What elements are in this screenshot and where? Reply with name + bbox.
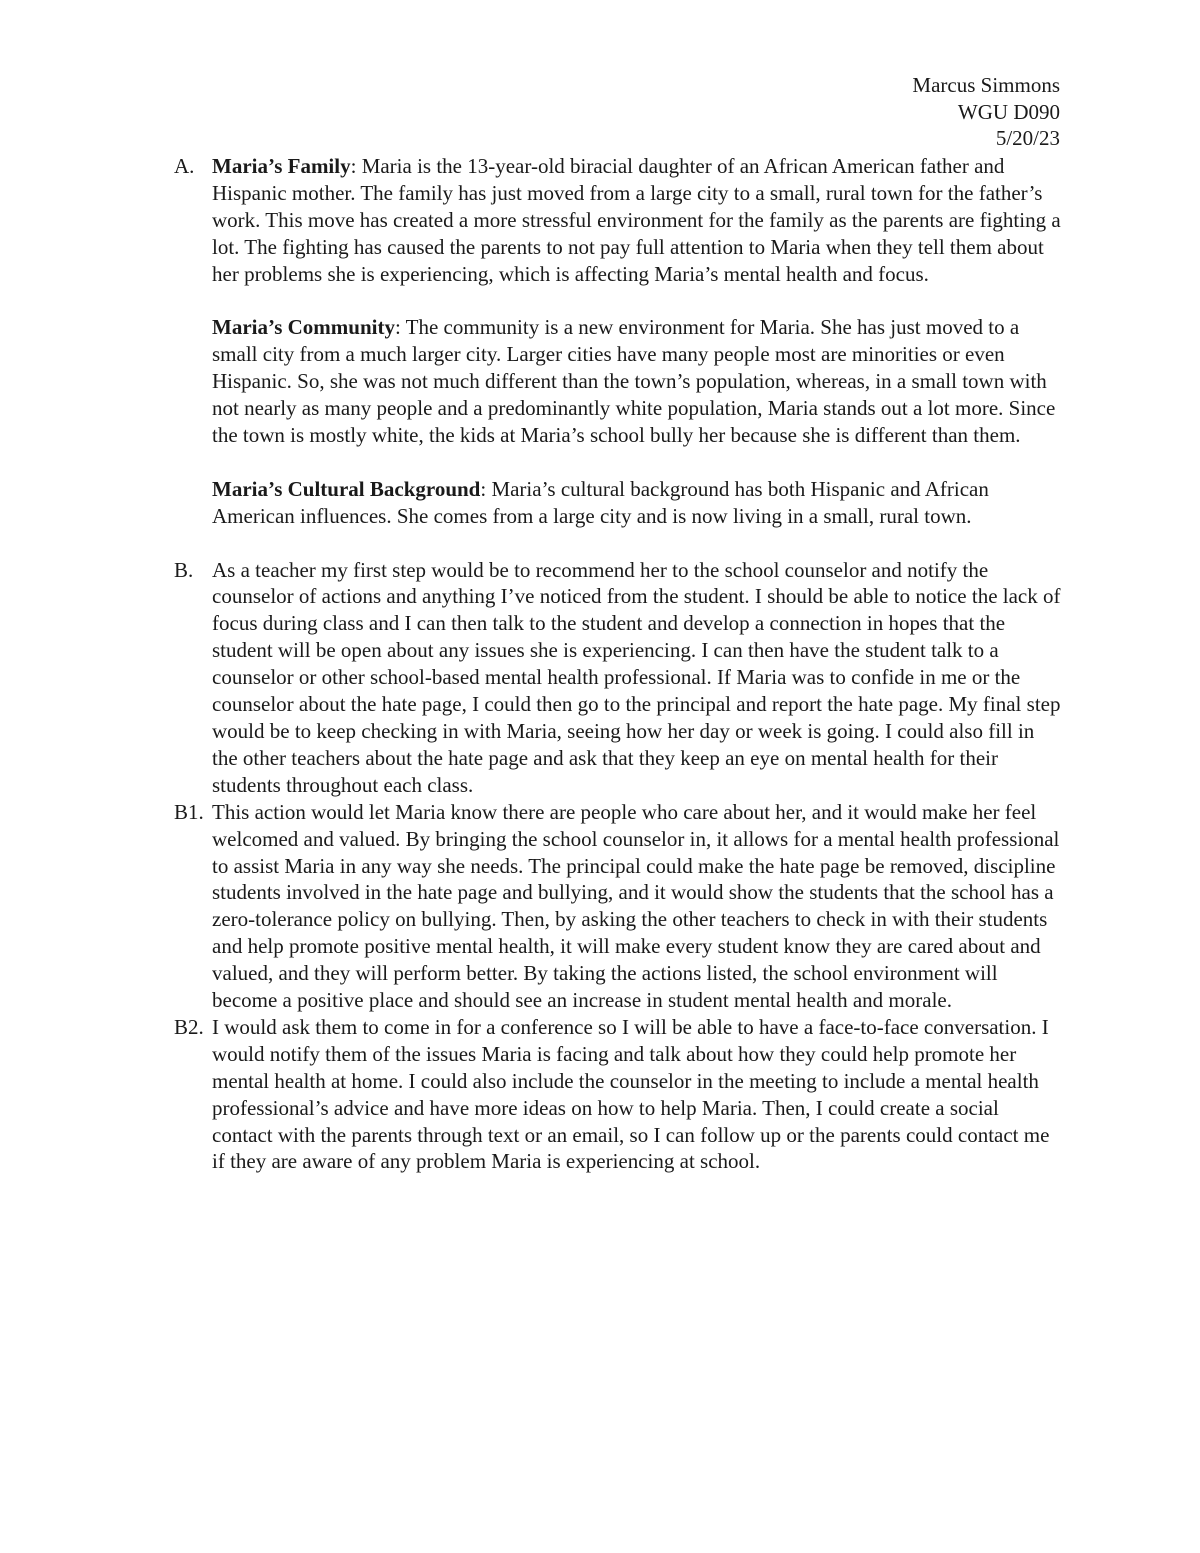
section-a-marker: A. <box>174 154 195 178</box>
section-b2-marker: B2. <box>174 1014 204 1039</box>
section-b2-text: I would ask them to come in for a conference so I will be able to have a face-to-face conversation. I would notify them of the issues Maria is facing and talk about how they could help promote her mental health at home. I could also include the counselor in the meeting to include a mental health professional’s advice and have more ideas on how to help Maria. Then, I could create a social contact with the parents through text or an email, so I can follow up or the parents could contact me if they are aware of any problem Maria is experiencing at school. <box>212 1014 1050 1174</box>
community-paragraph <box>212 314 1064 449</box>
document-header <box>912 72 1060 152</box>
author-name: Marcus Simmons <box>912 73 1060 97</box>
family-text: : Maria is the 13-year-old biracial daughter of an African American father and Hispanic mother. The family has just moved from a large city to a small, rural town for the father’s work. This move has created a more stressful environment for the family as the parents are fighting a lot. The fighting has caused the parents to not pay full attention to Maria when they tell them about her problems she is experiencing, which is affecting Maria’s mental health and focus. <box>212 154 1061 286</box>
cultural-text: : Maria’s cultural background has both Hispanic and African American influences. She comes from a large city and is now living in a small, rural town. <box>212 476 989 528</box>
community-heading: Maria’s Community <box>212 315 395 340</box>
cultural-paragraph <box>212 476 1064 530</box>
family-paragraph <box>212 153 1064 288</box>
section-b2 <box>174 1014 1064 1175</box>
document-date: 5/20/23 <box>995 126 1060 150</box>
section-b <box>174 557 1064 799</box>
course-code: WGU D090 <box>957 99 1060 124</box>
community-text: : The community is a new environment for Maria. She has just moved to a small city from a much larger city. Larger cities have many people most are minorities or even Hispanic. So, she was not much different than the town’s population, whereas, in a small town with not nearly as many people and a predominantly white population, Maria stands out a lot more. Since the town is mostly white, the kids at Maria’s school bully her because she is different than them. <box>212 315 1056 448</box>
section-b1 <box>174 799 1064 1014</box>
document-body <box>174 153 1064 1175</box>
cultural-heading: Maria’s Cultural Background <box>212 476 481 501</box>
section-b-marker: B. <box>174 557 194 582</box>
family-heading: Maria’s Family <box>212 154 351 178</box>
section-b1-marker: B1. <box>174 799 204 824</box>
section-a <box>174 153 1064 530</box>
section-b1-text: This action would let Maria know there are people who care about her, and it would make her feel welcomed and valued. By bringing the school counselor in, it allows for a mental health professional to assist Maria in any way she needs. The principal could make the hate page be removed, discipline students involved in the hate page and bullying, and it would show the students that the school has a zero-tolerance policy on bullying. Then, by asking the other teachers to check in with their students and help promote positive mental health, it will make every student know they are cared about and valued, and they will perform better. By taking the actions listed, the school environment will become a positive place and should see an increase in student mental health and morale. <box>212 799 1060 1013</box>
section-b-text: As a teacher my first step would be to recommend her to the school counselor and notify the counselor of actions and anything I’ve noticed from the student. I should be able to notice the lack of focus during class and I can then talk to the student and develop a connection in hopes that the student will be open about any issues she is experiencing. I can then have the student talk to a counselor or other school-based mental health professional. If Maria was to confide in me or the counselor about the hate page, I could then go to the principal and report the hate page. My final step would be to keep checking in with Maria, seeing how her day or week is going. I could also fill in the other teachers about the hate page and ask that they keep an eye on mental health for their students throughout each class. <box>212 557 1061 797</box>
